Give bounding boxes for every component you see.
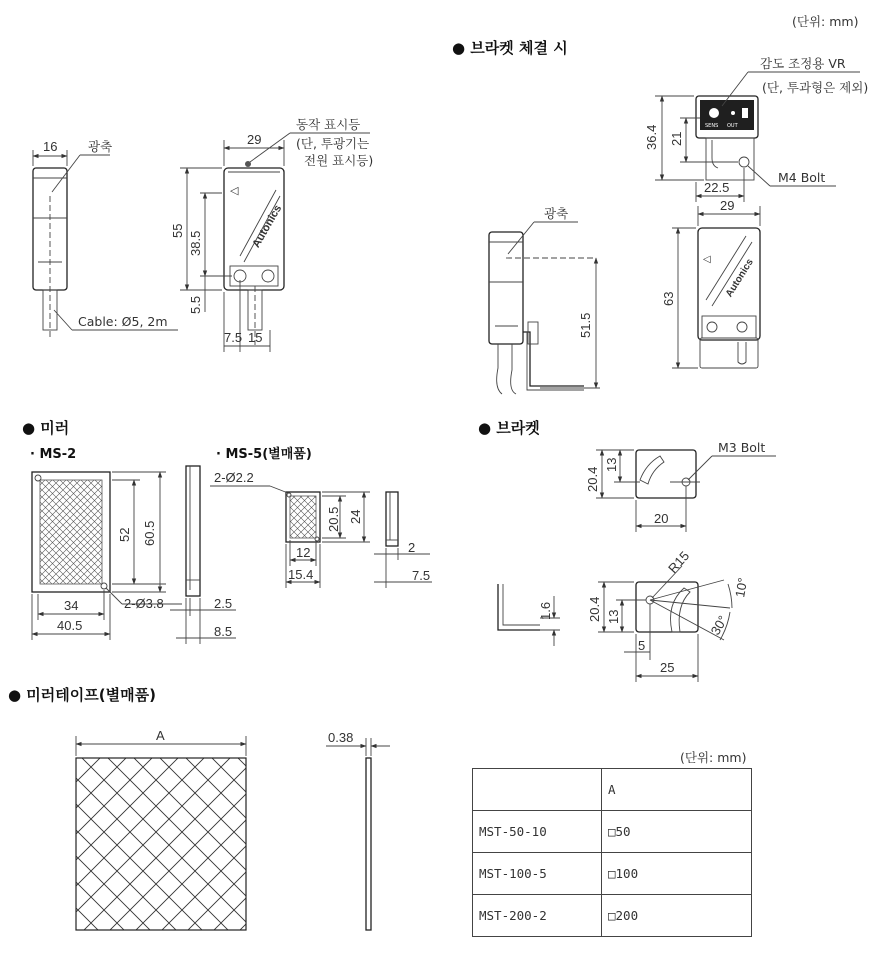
vr-label: 감도 조정용 VR <box>760 56 846 71</box>
dim-15: 15 <box>248 330 263 345</box>
dim-20-4-a: 20.4 <box>585 466 600 492</box>
bracket-front-drawing <box>587 548 750 682</box>
table-cell-size: □200 <box>602 895 752 937</box>
dim-1-6: 1.6 <box>538 601 553 620</box>
table-cell-model: MST-50-10 <box>473 811 602 853</box>
dim-51-5: 51.5 <box>578 312 593 338</box>
mirror-tape-drawing <box>76 728 390 930</box>
dim-7-5-front: 7.5 <box>224 330 243 345</box>
table-cell-size: □100 <box>602 853 752 895</box>
dim-15-4: 15.4 <box>288 567 314 582</box>
dim-20-4-b: 20.4 <box>587 596 602 622</box>
table-header-row <box>473 769 752 811</box>
bracket-side-drawing <box>498 584 560 646</box>
mirror-tape-table <box>472 768 752 937</box>
dim-36-4: 36.4 <box>644 124 659 150</box>
angle-30: 30° <box>707 612 731 638</box>
dim-38-5: 38.5 <box>188 230 203 256</box>
table-row <box>473 853 752 895</box>
mirror-ms5 <box>210 446 432 588</box>
table-row <box>473 811 752 853</box>
header-mirror: ● 미러 <box>22 419 70 437</box>
table-cell-model: MST-100-5 <box>473 853 602 895</box>
dim-60-5: 60.5 <box>142 520 157 546</box>
table-row <box>473 895 752 937</box>
header-mirror-tape: ● 미러테이프(별매품) <box>8 686 156 704</box>
table-cell-model: MST-200-2 <box>473 895 602 937</box>
dim-2-5: 2.5 <box>214 596 233 611</box>
tape-dim-038: 0.38 <box>328 730 354 745</box>
dim-52: 52 <box>117 527 132 542</box>
hole-ms5: 2-Ø2.2 <box>214 470 254 485</box>
dim-40-5: 40.5 <box>57 618 83 633</box>
m3-bolt-label: M3 Bolt <box>718 440 766 455</box>
optical-axis-label: 광축 <box>88 139 113 154</box>
mounted-side-view <box>489 206 600 394</box>
ms2-label: · MS-2 <box>30 447 77 462</box>
angle-10: 10° <box>732 576 751 599</box>
dim-25: 25 <box>660 660 675 675</box>
table-cell-size: □50 <box>602 811 752 853</box>
dim-34: 34 <box>64 598 79 613</box>
sensor-front-view <box>170 117 373 352</box>
radius-15: R15 <box>665 548 693 577</box>
dim-55: 55 <box>170 223 185 238</box>
tape-dim-a: A <box>156 728 165 743</box>
dim-16: 16 <box>43 139 58 154</box>
indicator-note-1: (단, 투광기는 <box>296 136 370 151</box>
out-label: OUT <box>727 123 738 129</box>
ms5-label: · MS-5(별매품) <box>216 447 312 462</box>
dim-21: 21 <box>669 131 684 146</box>
cable-label: Cable: Ø5, 2m <box>78 314 168 329</box>
dim-20-5-ms5: 20.5 <box>326 506 341 532</box>
dim-13-a: 13 <box>604 457 619 472</box>
indicator-label: 동작 표시등 <box>296 117 361 132</box>
mounted-triangle: ◁ <box>703 254 711 265</box>
bracket-top-drawing <box>585 440 776 532</box>
dim-5: 5 <box>638 638 646 653</box>
header-bracket: ● 브라켓 <box>478 419 540 437</box>
hole-ms2: 2-Ø3.8 <box>124 596 164 611</box>
table-header-model <box>473 769 602 811</box>
m4-bolt-label: M4 Bolt <box>778 170 826 185</box>
indicator-triangle: ◁ <box>230 184 239 197</box>
dim-22-5: 22.5 <box>704 180 730 195</box>
dim-12: 12 <box>296 545 311 560</box>
dim-7-5-ms5: 7.5 <box>412 568 431 583</box>
unit-label-top: (단위: mm) <box>792 14 859 29</box>
mounted-front-view <box>661 198 760 368</box>
dim-8-5: 8.5 <box>214 624 233 639</box>
dim-63: 63 <box>661 291 676 306</box>
unit-label-table: (단위: mm) <box>680 750 747 765</box>
dim-2-ms5: 2 <box>408 540 416 555</box>
sens-label: SENS <box>705 123 719 129</box>
sensor-side-view <box>33 139 178 340</box>
mounted-top-view <box>644 56 868 202</box>
dim-29-mounted: 29 <box>720 198 735 213</box>
header-bracket-mounted: ● 브라켓 체결 시 <box>452 39 568 57</box>
dim-24-ms5: 24 <box>348 509 363 524</box>
dim-5-5: 5.5 <box>188 295 203 314</box>
dim-29: 29 <box>247 132 262 147</box>
vr-note: (단, 투과형은 제외) <box>762 80 869 95</box>
dim-13-b: 13 <box>606 609 621 624</box>
optical-axis-label-2: 광축 <box>544 206 569 221</box>
dim-20: 20 <box>654 511 669 526</box>
brand-logo-mounted: Autonics <box>723 257 756 300</box>
indicator-note-2: 전원 표시등) <box>304 153 374 168</box>
mirror-tape-pattern <box>76 758 246 930</box>
mirror-ms2 <box>30 447 236 644</box>
brand-logo-front: Autonics <box>250 203 285 250</box>
table-header-a: A <box>602 769 752 811</box>
